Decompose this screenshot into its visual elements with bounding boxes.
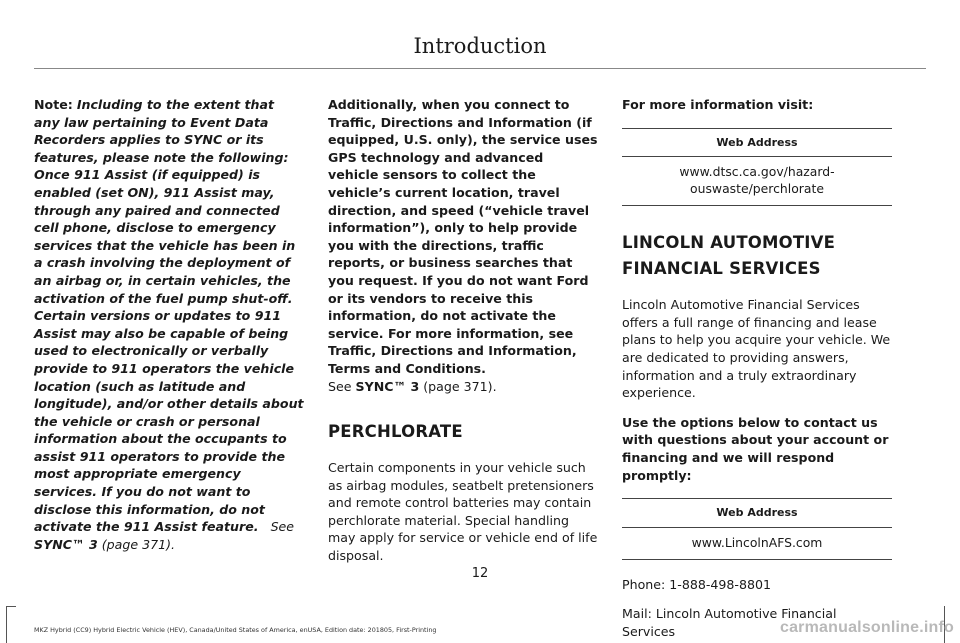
cross-ref-page: (page 371). [423, 378, 497, 394]
perchlorate-paragraph: Certain components in your vehicle such as airbag modules, seatbelt pretensioners and remote control batteries may contain perchlorate material. Special handling may apply for service or vehicle end of life disposal. [328, 460, 598, 564]
page-title: Introduction [413, 34, 547, 58]
page-number: 12 [471, 566, 489, 581]
web-address-table [622, 128, 892, 207]
cross-ref-link[interactable]: SYNC™ 3 [355, 378, 420, 394]
note-paragraph [34, 96, 304, 553]
cross-ref-link[interactable]: SYNC™ 3 [34, 536, 98, 552]
note-label: Note: [34, 97, 73, 112]
header-divider [34, 68, 926, 69]
column-right [622, 96, 892, 641]
crop-mark [6, 606, 7, 643]
footer-text: MKZ Hybrid (CC9) Hybrid Electric Vehicle (HEV), Canada/United States of America, enUSA, Edition date: 201805, First-Printing [34, 626, 437, 634]
watermark-text: carmanualsonline.info [779, 619, 954, 636]
see-text: See [270, 519, 295, 535]
column-left [34, 96, 304, 553]
lafs-paragraph: Lincoln Automotive Financial Services offers a full range of financing and lease plans to help you acquire your vehicle. We are dedicated to providing answers, information and a truly extraordinary experience. [622, 297, 891, 401]
web-address-table [622, 498, 892, 560]
cross-ref-page: (page 371). [101, 536, 176, 552]
phone-text: Phone: 1-888-498-8801 [622, 576, 772, 592]
lafs-heading-line2: FINANCIAL SERVICES [622, 259, 821, 279]
lafs-heading [622, 230, 892, 282]
contact-options-text: Use the options below to contact us with questions about your account or financing and we will respond promptly: [622, 414, 889, 483]
see-text: See [328, 378, 352, 394]
column-middle [328, 96, 598, 565]
more-info-text: For more information visit: [622, 97, 814, 112]
see-ref-paragraph [328, 378, 598, 396]
web-address-link[interactable]: www.dtsc.ca.gov/hazard-ouswaste/perchlorate [622, 157, 892, 206]
lafs-heading-line1: LINCOLN AUTOMOTIVE [622, 233, 836, 253]
table-header: Web Address [622, 499, 892, 528]
web-address-link[interactable]: www.LincolnAFS.com [622, 527, 892, 559]
note-body: Including to the extent that any law pertaining to Event Data Recorders applies to SYNC or its features, please note the following: Once 911 Assist (if equipped) is enabled (set ON), 911 Assist may, through any paired and connected cell phone, disclose to emergency services that the vehicle has been in a crash involving the deployment of an airbag or, in certain vehicles, the activation of the fuel pump shut-off. Certain versions or updates to 911 Assist may also be capable of being used to electronically or verbally provide to 911 operators the vehicle location (such as latitude and longitude), and/or other details about the vehicle or crash or personal information about the occupants to assist 911 operators to provide the most appropriate emergency services. If you do not want to disclose this information, do not activate the 911 Assist feature. [34, 97, 304, 535]
traffic-paragraph: Additionally, when you connect to Traffic, Directions and Information (if equipped, U.S. only), the service uses GPS technology and advanced vehicle sensors to collect the vehicle’s current location, travel direction, and speed (“vehicle travel information”), only to help provide you with the directions, traffic reports, or business searches that you request. If you do not want Ford or its vendors to receive this information, do not activate the service. For more information, see Traffic, Directions and Information, Terms and Conditions. [328, 97, 598, 376]
crop-mark [6, 606, 16, 607]
perchlorate-heading: PERCHLORATE [328, 422, 463, 442]
mail-text: Mail: Lincoln Automotive Financial Services [622, 606, 837, 639]
table-header: Web Address [622, 128, 892, 157]
